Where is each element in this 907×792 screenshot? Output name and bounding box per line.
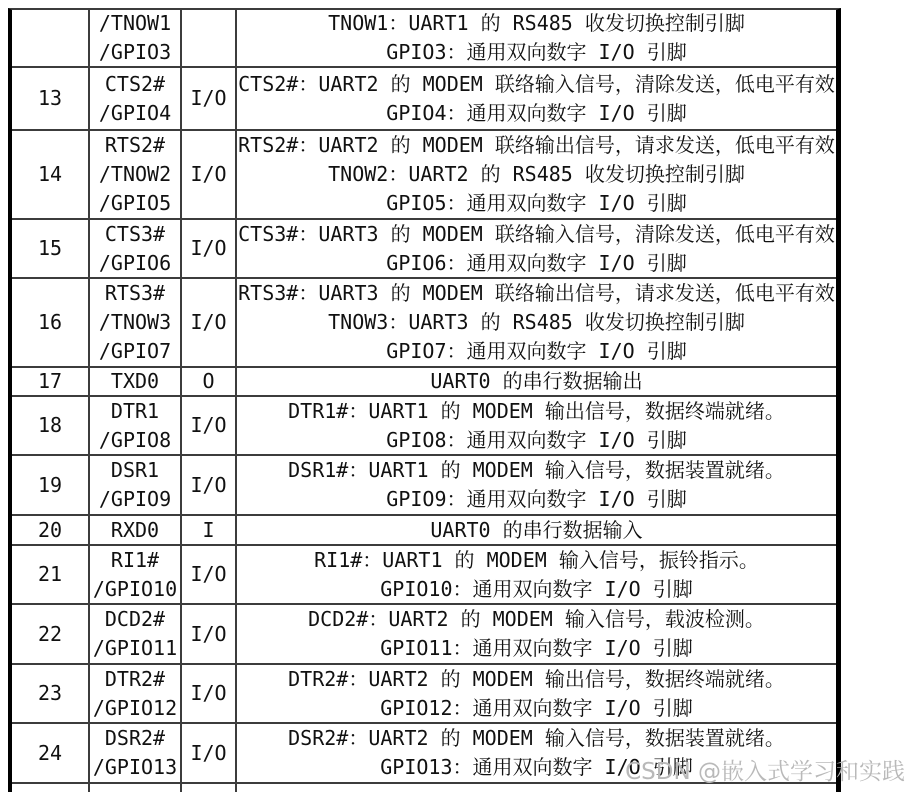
pin-number: 18 — [37, 413, 63, 437]
pin-number: 17 — [37, 369, 63, 393]
pin-number: 21 — [37, 562, 63, 586]
io-type-cell — [182, 397, 237, 454]
pin-description-table — [8, 8, 841, 792]
table-row — [12, 68, 836, 131]
pin-name-line: DSR2# — [104, 726, 166, 750]
pin-number-cell — [12, 724, 90, 782]
io-type: I/O — [190, 413, 227, 437]
description-line: UART0 的串行数据输出 — [430, 369, 643, 393]
io-type-cell — [182, 131, 237, 218]
table-row — [12, 665, 836, 724]
pin-name-cell — [90, 516, 182, 544]
description-line: GPIO11：通用双向数字 I/O 引脚 — [380, 636, 693, 660]
io-type-cell — [182, 368, 237, 395]
pin-number-cell — [12, 220, 90, 277]
pin-name-line: RTS3# — [104, 281, 166, 305]
table-row — [12, 368, 836, 397]
io-type: I/O — [190, 562, 227, 586]
description-line: RTS3#：UART3 的 MODEM 联络输出信号，请求发送，低电平有效 — [238, 281, 835, 305]
pin-number-cell — [12, 784, 90, 792]
pin-name-line: TXD0 — [110, 369, 160, 393]
description-cell — [237, 456, 836, 514]
io-type-cell — [182, 784, 237, 792]
pin-number-cell — [12, 456, 90, 514]
pin-name-line: RTS2# — [104, 133, 166, 157]
pin-number-cell — [12, 397, 90, 454]
description-line: GPIO9：通用双向数字 I/O 引脚 — [386, 487, 687, 511]
pin-number: 20 — [37, 517, 63, 542]
pin-name-line: /GPIO7 — [98, 339, 172, 363]
description-cell — [237, 220, 836, 277]
pin-name-cell — [90, 784, 182, 792]
description-cell — [237, 605, 836, 663]
pin-name-line: RI1# — [110, 547, 160, 572]
description-cell — [237, 131, 836, 218]
pin-name-cell — [90, 665, 182, 722]
pin-number-cell — [12, 546, 90, 603]
io-type: I/O — [190, 236, 227, 260]
pin-name-line: /GPIO3 — [98, 40, 172, 64]
description-line: GPIO7：通用双向数字 I/O 引脚 — [386, 339, 687, 363]
table-row — [12, 546, 836, 605]
pin-name-cell — [90, 368, 182, 395]
description-line: UART0 的串行数据输入 — [430, 517, 643, 542]
description-line: DSR1#：UART1 的 MODEM 输入信号，数据装置就绪。 — [288, 458, 785, 482]
pin-name-line: DSR1 — [110, 458, 160, 482]
table-row — [12, 10, 836, 68]
pin-number-cell — [12, 10, 90, 66]
description-line: TNOW2：UART2 的 RS485 收发切换控制引脚 — [328, 162, 745, 186]
io-type-cell — [182, 220, 237, 277]
io-type-cell — [182, 10, 237, 66]
table-row — [12, 456, 836, 516]
pin-number: 13 — [37, 86, 63, 110]
pin-number-cell — [12, 368, 90, 395]
description-cell — [237, 279, 836, 366]
pin-name-line: /GPIO8 — [98, 427, 172, 452]
description-line: GPIO4：通用双向数字 I/O 引脚 — [386, 100, 687, 125]
description-line: DTR1#：UART1 的 MODEM 输出信号，数据终端就绪。 — [288, 398, 785, 423]
pin-name-line: /GPIO10 — [92, 576, 178, 601]
description-line: RTS2#：UART2 的 MODEM 联络输出信号，请求发送，低电平有效 — [238, 133, 835, 157]
io-type-cell — [182, 605, 237, 663]
pin-name-line: /TNOW1 — [98, 11, 172, 35]
io-type-cell — [182, 724, 237, 782]
io-type: I/O — [190, 472, 227, 497]
table-row — [12, 397, 836, 456]
description-line: CTS3#：UART3 的 MODEM 联络输入信号，清除发送，低电平有效 — [238, 221, 835, 246]
description-cell — [237, 10, 836, 66]
description-line: GPIO13：通用双向数字 I/O 引脚 — [380, 755, 693, 779]
pin-number-cell — [12, 516, 90, 544]
description-line: TNOW1：UART1 的 RS485 收发切换控制引脚 — [328, 11, 745, 35]
pin-number-cell — [12, 68, 90, 129]
io-type: O — [202, 369, 215, 393]
description-line: GPIO6：通用双向数字 I/O 引脚 — [386, 250, 687, 275]
pin-name-line: DTR1 — [110, 398, 160, 423]
watermark: CSDN @嵌入式学习和实践 — [625, 759, 905, 785]
description-line: GPIO3：通用双向数字 I/O 引脚 — [386, 40, 687, 64]
pin-name-cell — [90, 131, 182, 218]
pin-number: 24 — [37, 740, 63, 765]
table-row — [12, 724, 836, 784]
table-row — [12, 784, 836, 792]
description-line: TNOW3：UART3 的 RS485 收发切换控制引脚 — [328, 310, 745, 334]
pin-name-line: /GPIO9 — [98, 487, 172, 511]
description-cell — [237, 397, 836, 454]
io-type: I/O — [190, 162, 227, 186]
description-line: RI1#：UART1 的 MODEM 输入信号，振铃指示。 — [314, 547, 759, 572]
pin-number: 23 — [37, 681, 63, 705]
pin-number: 22 — [37, 621, 63, 646]
io-type: I — [202, 517, 215, 542]
pin-name-cell — [90, 10, 182, 66]
pin-number: 19 — [37, 472, 63, 497]
pin-name-line: /GPIO11 — [92, 636, 178, 660]
pin-name-cell — [90, 397, 182, 454]
pin-name-line: /TNOW2 — [98, 162, 172, 186]
pin-name-cell — [90, 605, 182, 663]
pin-name-cell — [90, 220, 182, 277]
pin-name-line: CTS2# — [104, 71, 166, 96]
io-type: I/O — [190, 740, 227, 765]
pin-name-line: /GPIO5 — [98, 191, 172, 215]
pin-name-line: CTS3# — [104, 221, 166, 246]
pin-number-cell — [12, 605, 90, 663]
description-line: GPIO12：通用双向数字 I/O 引脚 — [380, 695, 693, 720]
pin-name-line: /GPIO4 — [98, 100, 172, 125]
table-row — [12, 131, 836, 220]
description-line: GPIO8：通用双向数字 I/O 引脚 — [386, 427, 687, 452]
pin-name-line: /GPIO12 — [92, 695, 178, 720]
pin-number-cell — [12, 665, 90, 722]
pin-name-line: RXD0 — [110, 517, 160, 542]
description-line: GPIO10：通用双向数字 I/O 引脚 — [380, 576, 693, 601]
description-cell — [237, 546, 836, 603]
pin-name-cell — [90, 456, 182, 514]
io-type-cell — [182, 516, 237, 544]
pin-name-line: /GPIO13 — [92, 755, 178, 779]
pin-number: 15 — [37, 236, 63, 260]
pin-number-cell — [12, 279, 90, 366]
table-row — [12, 279, 836, 368]
description-cell — [237, 368, 836, 395]
pin-number: 16 — [37, 310, 63, 334]
io-type: I/O — [190, 681, 227, 705]
pin-number-cell — [12, 131, 90, 218]
description-cell — [237, 784, 836, 792]
description-line: DSR2#：UART2 的 MODEM 输入信号，数据装置就绪。 — [288, 726, 785, 750]
pin-name-cell — [90, 546, 182, 603]
io-type-cell — [182, 68, 237, 129]
io-type-cell — [182, 279, 237, 366]
description-line: CTS2#：UART2 的 MODEM 联络输入信号，清除发送，低电平有效 — [238, 71, 835, 96]
pin-name-line: /TNOW3 — [98, 310, 172, 334]
pin-name-line: DTR2# — [104, 666, 166, 691]
table-row — [12, 516, 836, 546]
description-line: GPIO5：通用双向数字 I/O 引脚 — [386, 191, 687, 215]
pin-name-line: DCD2# — [104, 607, 166, 631]
table-row — [12, 605, 836, 665]
io-type: I/O — [190, 86, 227, 110]
description-line: DTR2#：UART2 的 MODEM 输出信号，数据终端就绪。 — [288, 666, 785, 691]
pin-number: 14 — [37, 162, 63, 186]
pin-name-line: /GPIO6 — [98, 250, 172, 275]
io-type: I/O — [190, 621, 227, 646]
io-type-cell — [182, 456, 237, 514]
table-row — [12, 220, 836, 279]
io-type: I/O — [190, 310, 227, 334]
description-cell — [237, 68, 836, 129]
description-cell — [237, 516, 836, 544]
description-cell — [237, 724, 836, 782]
pin-name-cell — [90, 279, 182, 366]
description-line: DCD2#：UART2 的 MODEM 输入信号，载波检测。 — [308, 607, 765, 631]
description-cell — [237, 665, 836, 722]
pin-name-cell — [90, 724, 182, 782]
io-type-cell — [182, 665, 237, 722]
pin-name-cell — [90, 68, 182, 129]
io-type-cell — [182, 546, 237, 603]
